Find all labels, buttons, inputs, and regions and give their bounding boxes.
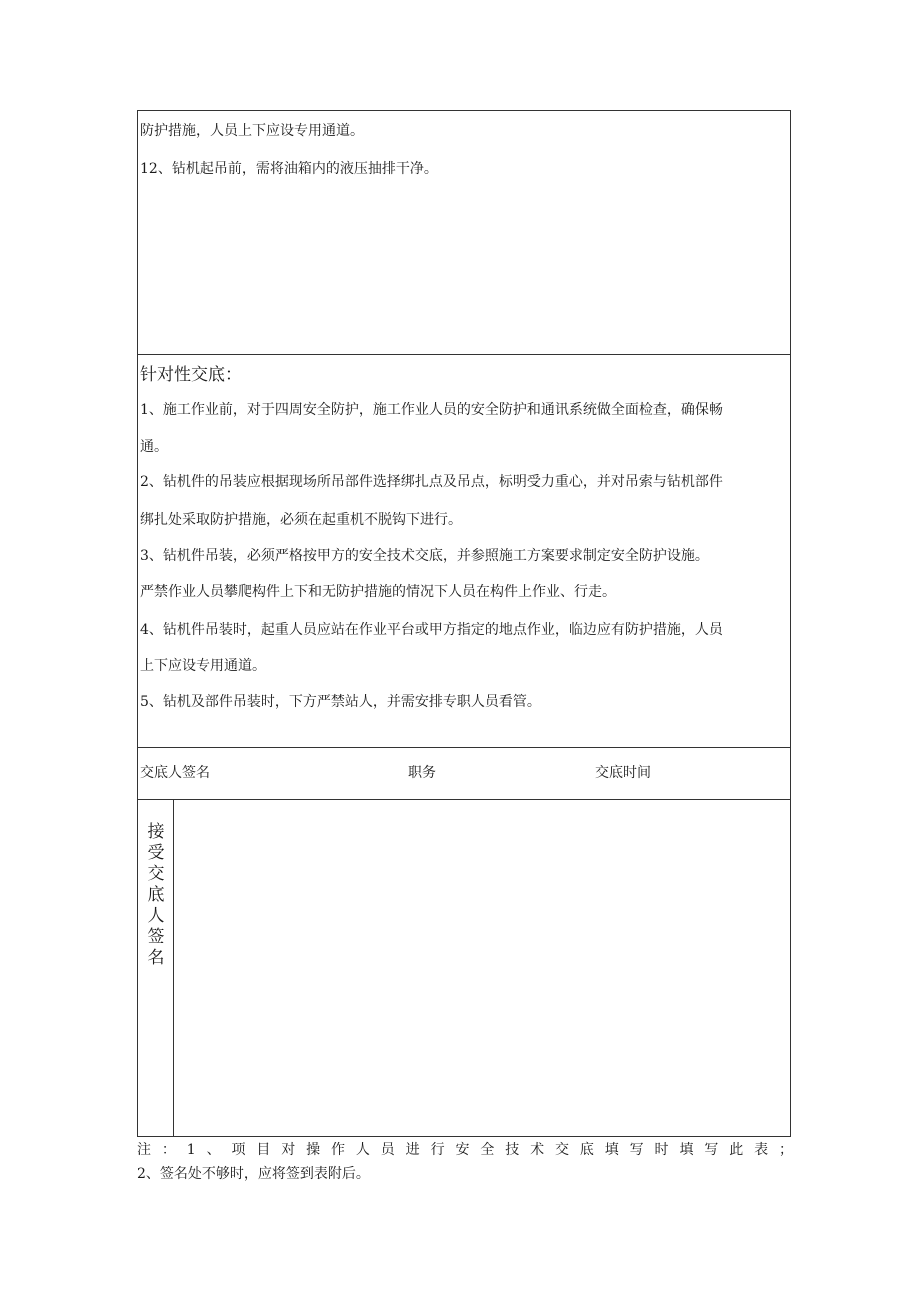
presenter-signature-label: 交底人签名 xyxy=(140,765,210,781)
general-disclosure-section xyxy=(138,111,790,355)
targeted-line-5: 3、钻机件吊装，必须严格按甲方的安全技术交底，并参照施工方案要求制定安全防护设施。 xyxy=(140,548,709,564)
targeted-line-7: 4、钻机件吊装时，起重人员应站在作业平台或甲方指定的地点作业，临边应有防护措施，人员 xyxy=(140,622,723,638)
receiver-label-column xyxy=(138,800,174,1136)
targeted-line-3: 2、钻机件的吊装应根据现场所吊部件选择绑扎点及吊点，标明受力重心，并对吊索与钻机部件 xyxy=(140,474,723,490)
general-line-1: 防护措施，人员上下应设专用通道。 xyxy=(140,123,364,139)
targeted-line-2: 通。 xyxy=(140,439,168,455)
position-label: 职务 xyxy=(408,765,436,781)
targeted-heading: 针对性交底： xyxy=(140,365,242,385)
targeted-line-1: 1、施工作业前，对于四周安全防护，施工作业人员的安全防护和通讯系统做全面检查，确保畅 xyxy=(140,402,723,418)
disclosure-form xyxy=(137,110,791,1137)
targeted-line-6: 严禁作业人员攀爬构件上下和无防护措施的情况下人员在构件上作业、行走。 xyxy=(140,584,616,600)
receiver-signature-label: 接受交底人签名 xyxy=(147,822,165,968)
targeted-line-9: 5、钻机及部件吊装时，下方严禁站人，并需安排专职人员看管。 xyxy=(140,694,541,710)
receiver-signature-section xyxy=(138,800,790,1136)
general-line-2: 12、钻机起吊前，需将油箱内的液压抽排干净。 xyxy=(140,161,438,177)
receiver-signature-area[interactable] xyxy=(174,800,790,1136)
note-line-1: 注：1、项目对操作人员进行安全技术交底填写时填写此表； xyxy=(137,1142,793,1158)
targeted-disclosure-section xyxy=(138,355,790,748)
targeted-line-8: 上下应设专用通道。 xyxy=(140,658,266,674)
disclosure-time-label: 交底时间 xyxy=(595,765,651,781)
targeted-line-4: 绑扎处采取防护措施，必须在起重机不脱钩下进行。 xyxy=(140,512,462,528)
signature-row xyxy=(138,748,790,800)
note-line-2: 2、签名处不够时，应将签到表附后。 xyxy=(137,1166,370,1182)
